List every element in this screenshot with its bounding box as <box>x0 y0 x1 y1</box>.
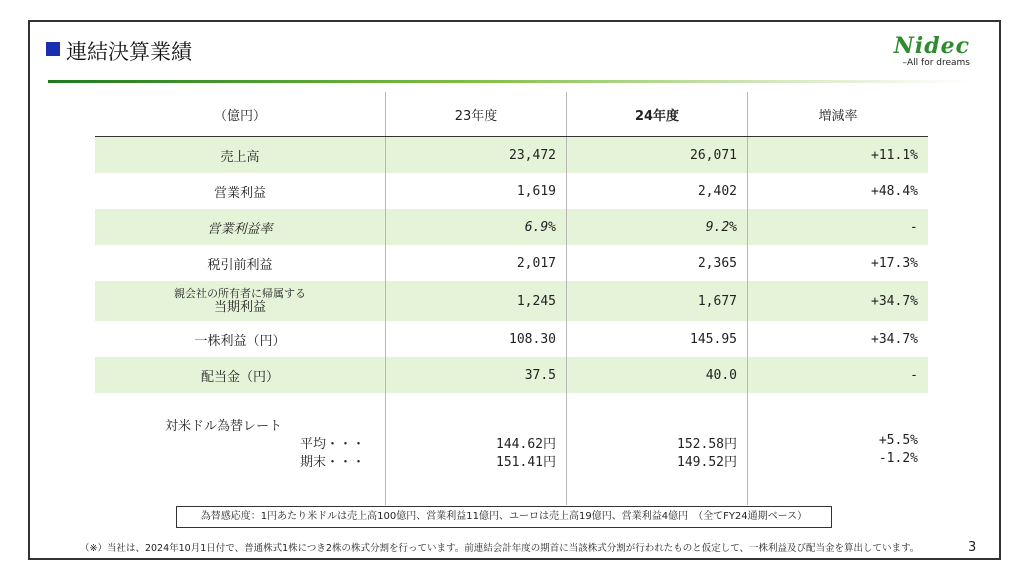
row-label: 配当金（円） <box>95 357 386 393</box>
page-number: 3 <box>968 540 977 555</box>
table-row <box>95 321 928 357</box>
row-label <box>95 281 386 321</box>
fx-fy23-end: 151.41円 <box>496 455 556 470</box>
table-row <box>95 245 928 281</box>
fx-avg-label: 平均・・・ <box>299 437 365 452</box>
footnote: （※）当社は、2024年10月1日付で、普通株式1株につき2株の株式分割を行っています。前連結会計年度の期首に当該株式分割が行われたものと仮定して、一株利益及び配当金を算出しています。 <box>80 543 920 554</box>
table-row <box>95 137 928 174</box>
row-label: 売上高 <box>95 137 386 174</box>
logo-wordmark: Nidec <box>893 33 970 59</box>
row-label-sub: 親会社の所有者に帰属する <box>174 286 306 300</box>
table-header-row <box>95 92 928 137</box>
fx-end-label: 期末・・・ <box>299 455 365 470</box>
row-label: 営業利益 <box>213 185 266 201</box>
header-change: 増減率 <box>748 92 929 137</box>
row-label: 営業利益率 <box>95 209 386 245</box>
fx-change-end: -1.2% <box>878 451 918 466</box>
title-underline <box>48 80 970 83</box>
logo-tagline: –All for dreams <box>902 58 970 68</box>
header-unit: （億円） <box>95 92 386 137</box>
row-label: 一株利益（円） <box>194 333 286 349</box>
fx-fy23-cell <box>386 393 567 505</box>
row-label-main: 当期利益 <box>213 299 266 315</box>
cell-change: +48.4% <box>748 173 929 209</box>
cell-fy23: 1,619 <box>386 173 567 209</box>
cell-fy23: 108.30 <box>386 321 567 357</box>
fx-rate-row <box>95 393 928 505</box>
results-table <box>95 92 928 505</box>
fx-change-avg: +5.5% <box>878 433 918 448</box>
cell-fy23: 1,245 <box>386 281 567 321</box>
cell-change: +34.7% <box>748 321 929 357</box>
row-label: 税引前利益 <box>207 257 273 273</box>
cell-change: +34.7% <box>748 281 929 321</box>
fx-fy24-end: 149.52円 <box>677 455 737 470</box>
cell-change: +17.3% <box>748 245 929 281</box>
cell-change: - <box>748 209 929 245</box>
header-fy23: 23年度 <box>386 92 567 137</box>
cell-fy24: 1,677 <box>567 281 748 321</box>
cell-fy24: 2,402 <box>567 173 748 209</box>
cell-fy23: 6.9% <box>386 209 567 245</box>
cell-change: +11.1% <box>748 137 929 174</box>
page-title: 連結決算業績 <box>66 40 192 64</box>
table-row <box>95 357 928 393</box>
table-row <box>95 209 928 245</box>
nidec-logo <box>880 34 970 68</box>
fx-fy23-avg: 144.62円 <box>496 437 556 452</box>
fx-fy24-avg: 152.58円 <box>677 437 737 452</box>
cell-fy24: 26,071 <box>567 137 748 174</box>
cell-fy24: 2,365 <box>567 245 748 281</box>
fx-fy24-cell <box>567 393 748 505</box>
header-fy24: 24年度 <box>567 92 748 137</box>
fx-label: 対米ドル為替レート <box>165 419 283 434</box>
cell-fy24: 9.2% <box>567 209 748 245</box>
fx-change-cell <box>748 393 929 505</box>
cell-fy23: 37.5 <box>386 357 567 393</box>
cell-fy24: 145.95 <box>567 321 748 357</box>
table-row <box>95 281 928 321</box>
cell-fy23: 2,017 <box>386 245 567 281</box>
cell-change: - <box>748 357 929 393</box>
table-row <box>95 173 928 209</box>
fx-sensitivity-note: 為替感応度：1円あたり米ドルは売上高100億円、営業利益11億円、ユーロは売上高19億円、営業利益4億円 （全てFY24通期ベース） <box>176 506 832 528</box>
cell-fy24: 40.0 <box>567 357 748 393</box>
cell-fy23: 23,472 <box>386 137 567 174</box>
fx-label-cell <box>95 393 386 505</box>
title-marker <box>46 42 60 56</box>
